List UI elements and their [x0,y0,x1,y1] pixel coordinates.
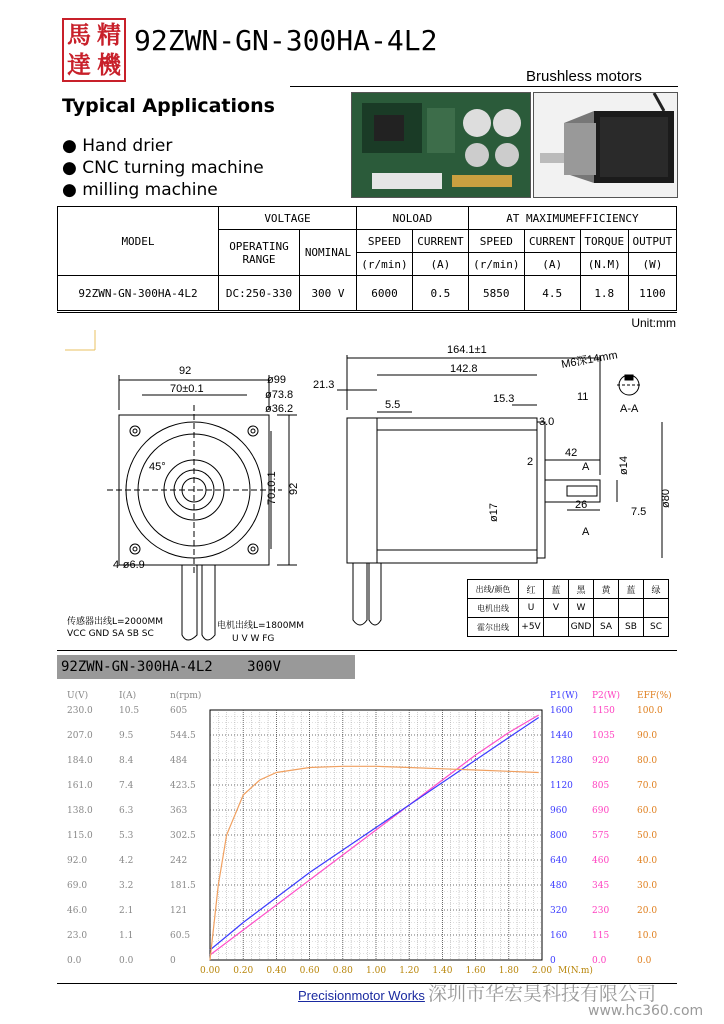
right-tick-label: 1035 [592,731,615,741]
noload-header: NOLOAD [357,207,469,230]
right-tick-label: 1600 [550,706,573,716]
row-max-current: 4.5 [524,276,580,311]
nominal-header: NOMINAL [300,230,357,276]
left-tick-label: 10.5 [119,706,140,716]
right-tick-label: 50.0 [637,831,658,841]
dim-42: 42 [565,447,578,459]
unit-cell: (W) [628,253,676,276]
section-rule [57,312,677,313]
row-nominal: 300 V [300,276,357,311]
x-tick-label: 0.20 [233,966,254,976]
application-item: ● milling machine [62,180,218,200]
model-header: MODEL [58,207,219,276]
right-tick-label: 160 [550,931,568,941]
left-tick-label: 7.4 [119,781,134,791]
right-tick-label: 0.0 [637,956,652,966]
hall-cable-note: 传感器出线L=2000MM [67,617,163,627]
left-tick-label: 5.3 [119,831,134,841]
max-current-header: CURRENT [524,230,580,253]
motor-photo [533,92,678,198]
maxeff-header: AT MAXIMUMEFFICIENCY [468,207,676,230]
watermark-company: 深圳市华宏昊科技有限公司 [428,983,657,1005]
left-tick-label: 6.3 [119,806,134,816]
left-tick-label: 2.1 [119,906,134,916]
right-tick-label: 1120 [550,781,573,791]
unit-cell: (N.M) [580,253,628,276]
section-rule [57,650,677,651]
dim-total: 164.1±1 [447,344,487,356]
dim-pilot: ø80 [660,489,672,508]
performance-chart [57,686,677,978]
right-tick-label: 1280 [550,756,573,766]
row-max-speed: 5850 [468,276,524,311]
right-tick-label: 805 [592,781,610,791]
left-axis-label: U(V) [67,691,89,701]
left-tick-label: 605 [170,706,188,716]
dim-vbolt: 70±0.1 [266,471,278,505]
row-model: 92ZWN-GN-300HA-4L2 [58,276,219,311]
left-tick-label: 23.0 [67,931,88,941]
x-tick-label: 0.40 [266,966,287,976]
noload-current-header: CURRENT [412,230,468,253]
left-tick-label: 242 [170,856,188,866]
right-tick-label: 20.0 [637,906,658,916]
right-tick-label: 115 [592,931,610,941]
dim-d73: ø73.8 [265,389,294,401]
left-tick-label: 181.5 [170,881,196,891]
right-tick-label: 690 [592,806,610,816]
chart-banner-model: 92ZWN-GN-300HA-4L2 [61,659,213,675]
x-tick-label: 0.00 [200,966,221,976]
motor-cable-note: 电机出线L=1800MM [217,621,304,631]
right-tick-label: 800 [550,831,568,841]
dim-26: 26 [575,499,588,511]
right-tick-label: 480 [550,881,568,891]
right-tick-label: 575 [592,831,610,841]
dim-d99: ø99 [267,374,286,386]
dim-7-5: 7.5 [631,506,647,518]
section-mark: A [582,526,590,538]
left-tick-label: 484 [170,756,188,766]
logo-char: 精 [97,20,121,49]
driver-board-photo [351,92,531,198]
spec-table [57,206,677,311]
left-tick-label: 60.5 [170,931,191,941]
logo-char: 機 [97,50,121,79]
torque-header: TORQUE [580,230,628,253]
right-tick-label: 10.0 [637,931,658,941]
x-tick-label: 1.80 [498,966,519,976]
left-tick-label: 4.2 [119,856,134,866]
row-noload-current: 0.5 [412,276,468,311]
unit-label: Unit:mm [631,316,676,330]
section-mark: A [582,461,590,473]
right-axis-label: P2(W) [592,691,621,701]
right-tick-label: 40.0 [637,856,658,866]
x-tick-label: 0.80 [332,966,353,976]
chart-banner-voltage: 300V [247,659,281,675]
dim-2: 2 [527,456,534,468]
left-tick-label: 9.5 [119,731,134,741]
x-axis-label: M(N.m) [558,966,593,976]
row-torque: 1.8 [580,276,628,311]
right-tick-label: 100.0 [637,706,663,716]
dim-screw: M6深14mm [560,349,619,371]
left-tick-label: 8.4 [119,756,134,766]
row-noload-speed: 6000 [357,276,413,311]
row-output: 1100 [628,276,676,311]
left-tick-label: 0 [170,956,176,966]
max-speed-header: SPEED [468,230,524,253]
left-tick-label: 363 [170,806,188,816]
right-tick-label: 90.0 [637,731,658,741]
right-tick-label: 1440 [550,731,573,741]
right-tick-label: 30.0 [637,881,658,891]
left-axis-label: I(A) [119,691,137,701]
right-tick-label: 345 [592,881,610,891]
x-tick-label: 2.00 [532,966,553,976]
unit-cell: (A) [524,253,580,276]
right-tick-label: 0.0 [592,956,607,966]
output-header: OUTPUT [628,230,676,253]
x-tick-label: 1.60 [465,966,486,976]
dim-21: 21.3 [313,379,335,391]
logo-char: 馬 [67,20,91,49]
dim-15: 15.3 [493,393,515,405]
row-range: DC:250-330 [219,276,300,311]
applications-title: Typical Applications [62,95,275,117]
application-item: ● Hand drier [62,136,173,156]
unit-cell: (r/min) [468,253,524,276]
header-rule [290,86,678,87]
right-axis-label: EFF(%) [637,691,672,701]
left-tick-label: 115.0 [67,831,93,841]
motor-pins-note: U V W FG [232,634,275,644]
right-tick-label: 460 [592,856,610,866]
left-tick-label: 161.0 [67,781,93,791]
left-tick-label: 92.0 [67,856,88,866]
noload-speed-header: SPEED [357,230,413,253]
left-tick-label: 3.2 [119,881,134,891]
category-label: Brushless motors [526,68,642,85]
left-tick-label: 0.0 [67,956,82,966]
section-label: A-A [620,403,639,415]
dim-5: 5.5 [385,399,401,411]
dim-vwidth: 92 [288,482,300,495]
unit-cell: (r/min) [357,253,413,276]
dim-width: 92 [179,365,192,377]
x-tick-label: 1.20 [399,966,420,976]
left-tick-label: 1.1 [119,931,134,941]
dim-3: 3.0 [539,416,555,428]
x-tick-label: 1.40 [432,966,453,976]
left-tick-label: 0.0 [119,956,134,966]
logo-char: 達 [67,50,91,79]
watermark-site: www.hc360.com [588,1003,704,1019]
voltage-header: VOLTAGE [219,207,357,230]
left-axis-label: n(rpm) [170,691,202,701]
operating-range-header: OPERATING RANGE [219,230,300,276]
right-tick-label: 1150 [592,706,615,716]
unit-cell: (A) [412,253,468,276]
right-tick-label: 80.0 [637,756,658,766]
hall-pins-note: VCC GND SA SB SC [67,629,154,639]
dim-hole: 4-ø6.9 [113,559,145,571]
left-tick-label: 230.0 [67,706,93,716]
dim-angle: 45° [149,461,166,473]
right-tick-label: 230 [592,906,610,916]
x-tick-label: 0.60 [299,966,320,976]
left-tick-label: 184.0 [67,756,93,766]
right-tick-label: 0 [550,956,556,966]
dim-key: 11 [577,391,589,403]
dim-body: 142.8 [450,363,478,375]
dim-d36: ø36.2 [265,403,294,415]
application-item: ● CNC turning machine [62,158,264,178]
x-tick-label: 1.00 [366,966,387,976]
left-tick-label: 121 [170,906,188,916]
chart-banner [57,655,355,679]
right-tick-label: 640 [550,856,568,866]
left-tick-label: 138.0 [67,806,93,816]
model-title: 92ZWN-GN-300HA-4L2 [134,24,438,57]
right-tick-label: 920 [592,756,610,766]
wire-color-table: 出线/颜色 红 蓝 黑 黄 蓝 绿 电机出线 U V W 霍尔出线 +5V GND SA SB SC [467,579,669,637]
right-axis-label: P1(W) [550,691,579,701]
right-tick-label: 60.0 [637,806,658,816]
left-tick-label: 302.5 [170,831,196,841]
left-tick-label: 46.0 [67,906,88,916]
company-logo [62,18,126,82]
right-tick-label: 70.0 [637,781,658,791]
right-tick-label: 960 [550,806,568,816]
footer-company: Precisionmotor Works [298,988,425,1003]
left-tick-label: 544.5 [170,731,196,741]
dim-shaft: ø14 [618,456,630,475]
dim-bolt: 70±0.1 [170,383,204,395]
left-tick-label: 69.0 [67,881,88,891]
right-tick-label: 320 [550,906,568,916]
left-tick-label: 207.0 [67,731,93,741]
dim-d17: ø17 [488,503,500,522]
left-tick-label: 423.5 [170,781,196,791]
